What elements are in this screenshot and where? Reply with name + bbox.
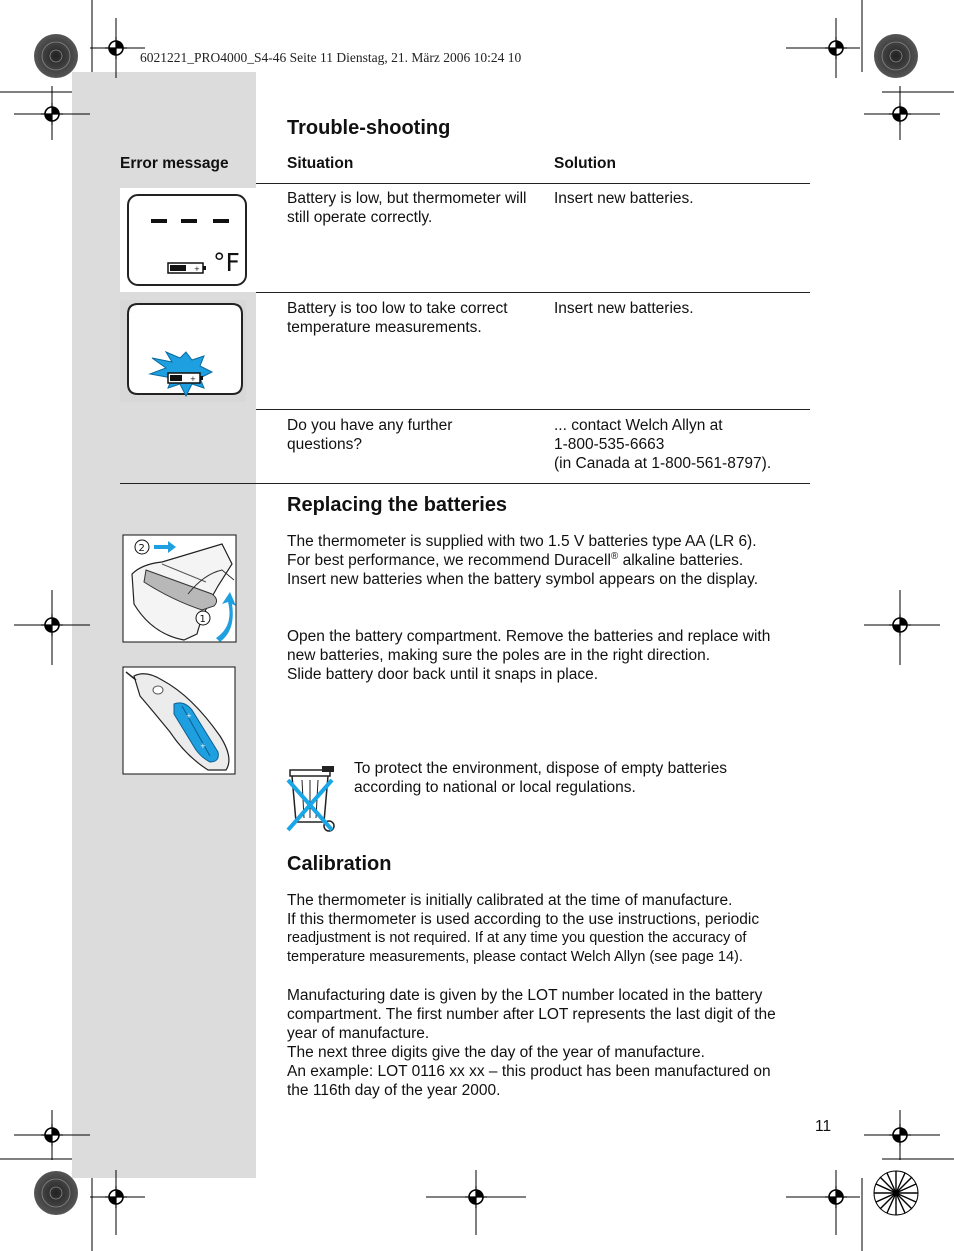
text-line: If this thermometer is used according to the use instructions, periodic — [287, 911, 760, 928]
svg-text:+: + — [190, 375, 196, 383]
table-cell-solution — [554, 416, 810, 473]
troubleshooting-title: Trouble-shooting — [287, 117, 451, 139]
table-cell-situation: Battery is too low to take correct temperature measurements. — [287, 300, 508, 336]
text-line: temperature measurements, please contact Welch Allyn (see page 14). — [287, 949, 743, 965]
page-number: 11 — [815, 1118, 832, 1135]
calibration-paragraph-1 — [287, 891, 827, 967]
step-label: 1 — [199, 614, 206, 625]
text-line: Manufacturing date is given by the LOT number located in the battery — [287, 987, 763, 1004]
phone-number: 1-800-535-6663 — [554, 436, 665, 453]
table-cell-situation: Battery is low, but thermometer will still operate correctly. — [287, 190, 527, 226]
text-line: Slide battery door back until it snaps in place. — [287, 666, 599, 683]
registered-mark: ® — [610, 550, 619, 562]
canada-phone: (in Canada at 1-800-561-8797). — [554, 455, 772, 472]
text-line: according to national or local regulations. — [354, 779, 636, 796]
column-header-solution: Solution — [554, 155, 616, 172]
open-battery-compartment-illustration — [122, 534, 238, 644]
lcd-low-battery-display — [120, 188, 256, 292]
contact-line: ... contact Welch Allyn at — [554, 417, 723, 434]
text-line: The thermometer is initially calibrated at the time of manufacture. — [287, 892, 733, 909]
section-rule — [120, 483, 810, 484]
batteries-title: Replacing the batteries — [287, 494, 508, 516]
lcd-battery-empty-display — [120, 300, 246, 402]
text-fragment: For best performance, we recommend Duracell — [287, 552, 611, 569]
insert-batteries-illustration — [122, 666, 238, 776]
table-cell-solution: Insert new batteries. — [554, 300, 694, 317]
table-cell-situation: Do you have any further questions? — [287, 417, 453, 453]
column-header-situation: Situation — [287, 155, 354, 172]
unit-label: °F — [213, 248, 240, 277]
calibration-paragraph-2 — [287, 986, 827, 1100]
table-rule — [256, 292, 810, 293]
text-line: To protect the environment, dispose of empty batteries — [354, 760, 728, 777]
text-line: The next three digits give the day of the year of manufacture. — [287, 1044, 705, 1061]
text-line: An example: LOT 0116 xx xx – this product has been manufactured on — [287, 1063, 771, 1080]
text-line: Insert new batteries when the battery symbol appears on the display. — [287, 571, 759, 588]
column-header-error: Error message — [120, 155, 229, 172]
svg-text:+: + — [194, 265, 200, 273]
crossed-out-bin-icon — [284, 762, 340, 836]
calibration-title: Calibration — [287, 853, 392, 875]
text-line: compartment. The first number after LOT represents the last digit of the — [287, 1006, 776, 1023]
svg-text:+: + — [200, 742, 206, 750]
text-line: The thermometer is supplied with two 1.5 V batteries type AA (LR 6). — [287, 533, 757, 550]
table-rule — [256, 183, 810, 184]
text-line: year of manufacture. — [287, 1025, 430, 1042]
table-rule — [256, 409, 810, 410]
environment-note — [354, 759, 804, 797]
svg-text:+: + — [186, 712, 192, 720]
text-line: Open the battery compartment. Remove the batteries and replace with — [287, 628, 771, 645]
step-label: 2 — [138, 543, 145, 554]
table-cell-solution: Insert new batteries. — [554, 190, 694, 207]
text-line: the 116th day of the year 2000. — [287, 1082, 501, 1099]
print-header-line: 6021221_PRO4000_S4-46 Seite 11 Dienstag, 21. März 2006 10:24 10 — [140, 50, 522, 65]
batteries-paragraph-1 — [287, 532, 817, 589]
text-line — [287, 551, 817, 570]
text-line: readjustment is not required. If at any time you question the accuracy of — [287, 930, 747, 946]
text-line: new batteries, making sure the poles are in the right direction. — [287, 647, 711, 664]
batteries-paragraph-2 — [287, 627, 817, 684]
text-fragment: alkaline batteries. — [618, 552, 744, 569]
